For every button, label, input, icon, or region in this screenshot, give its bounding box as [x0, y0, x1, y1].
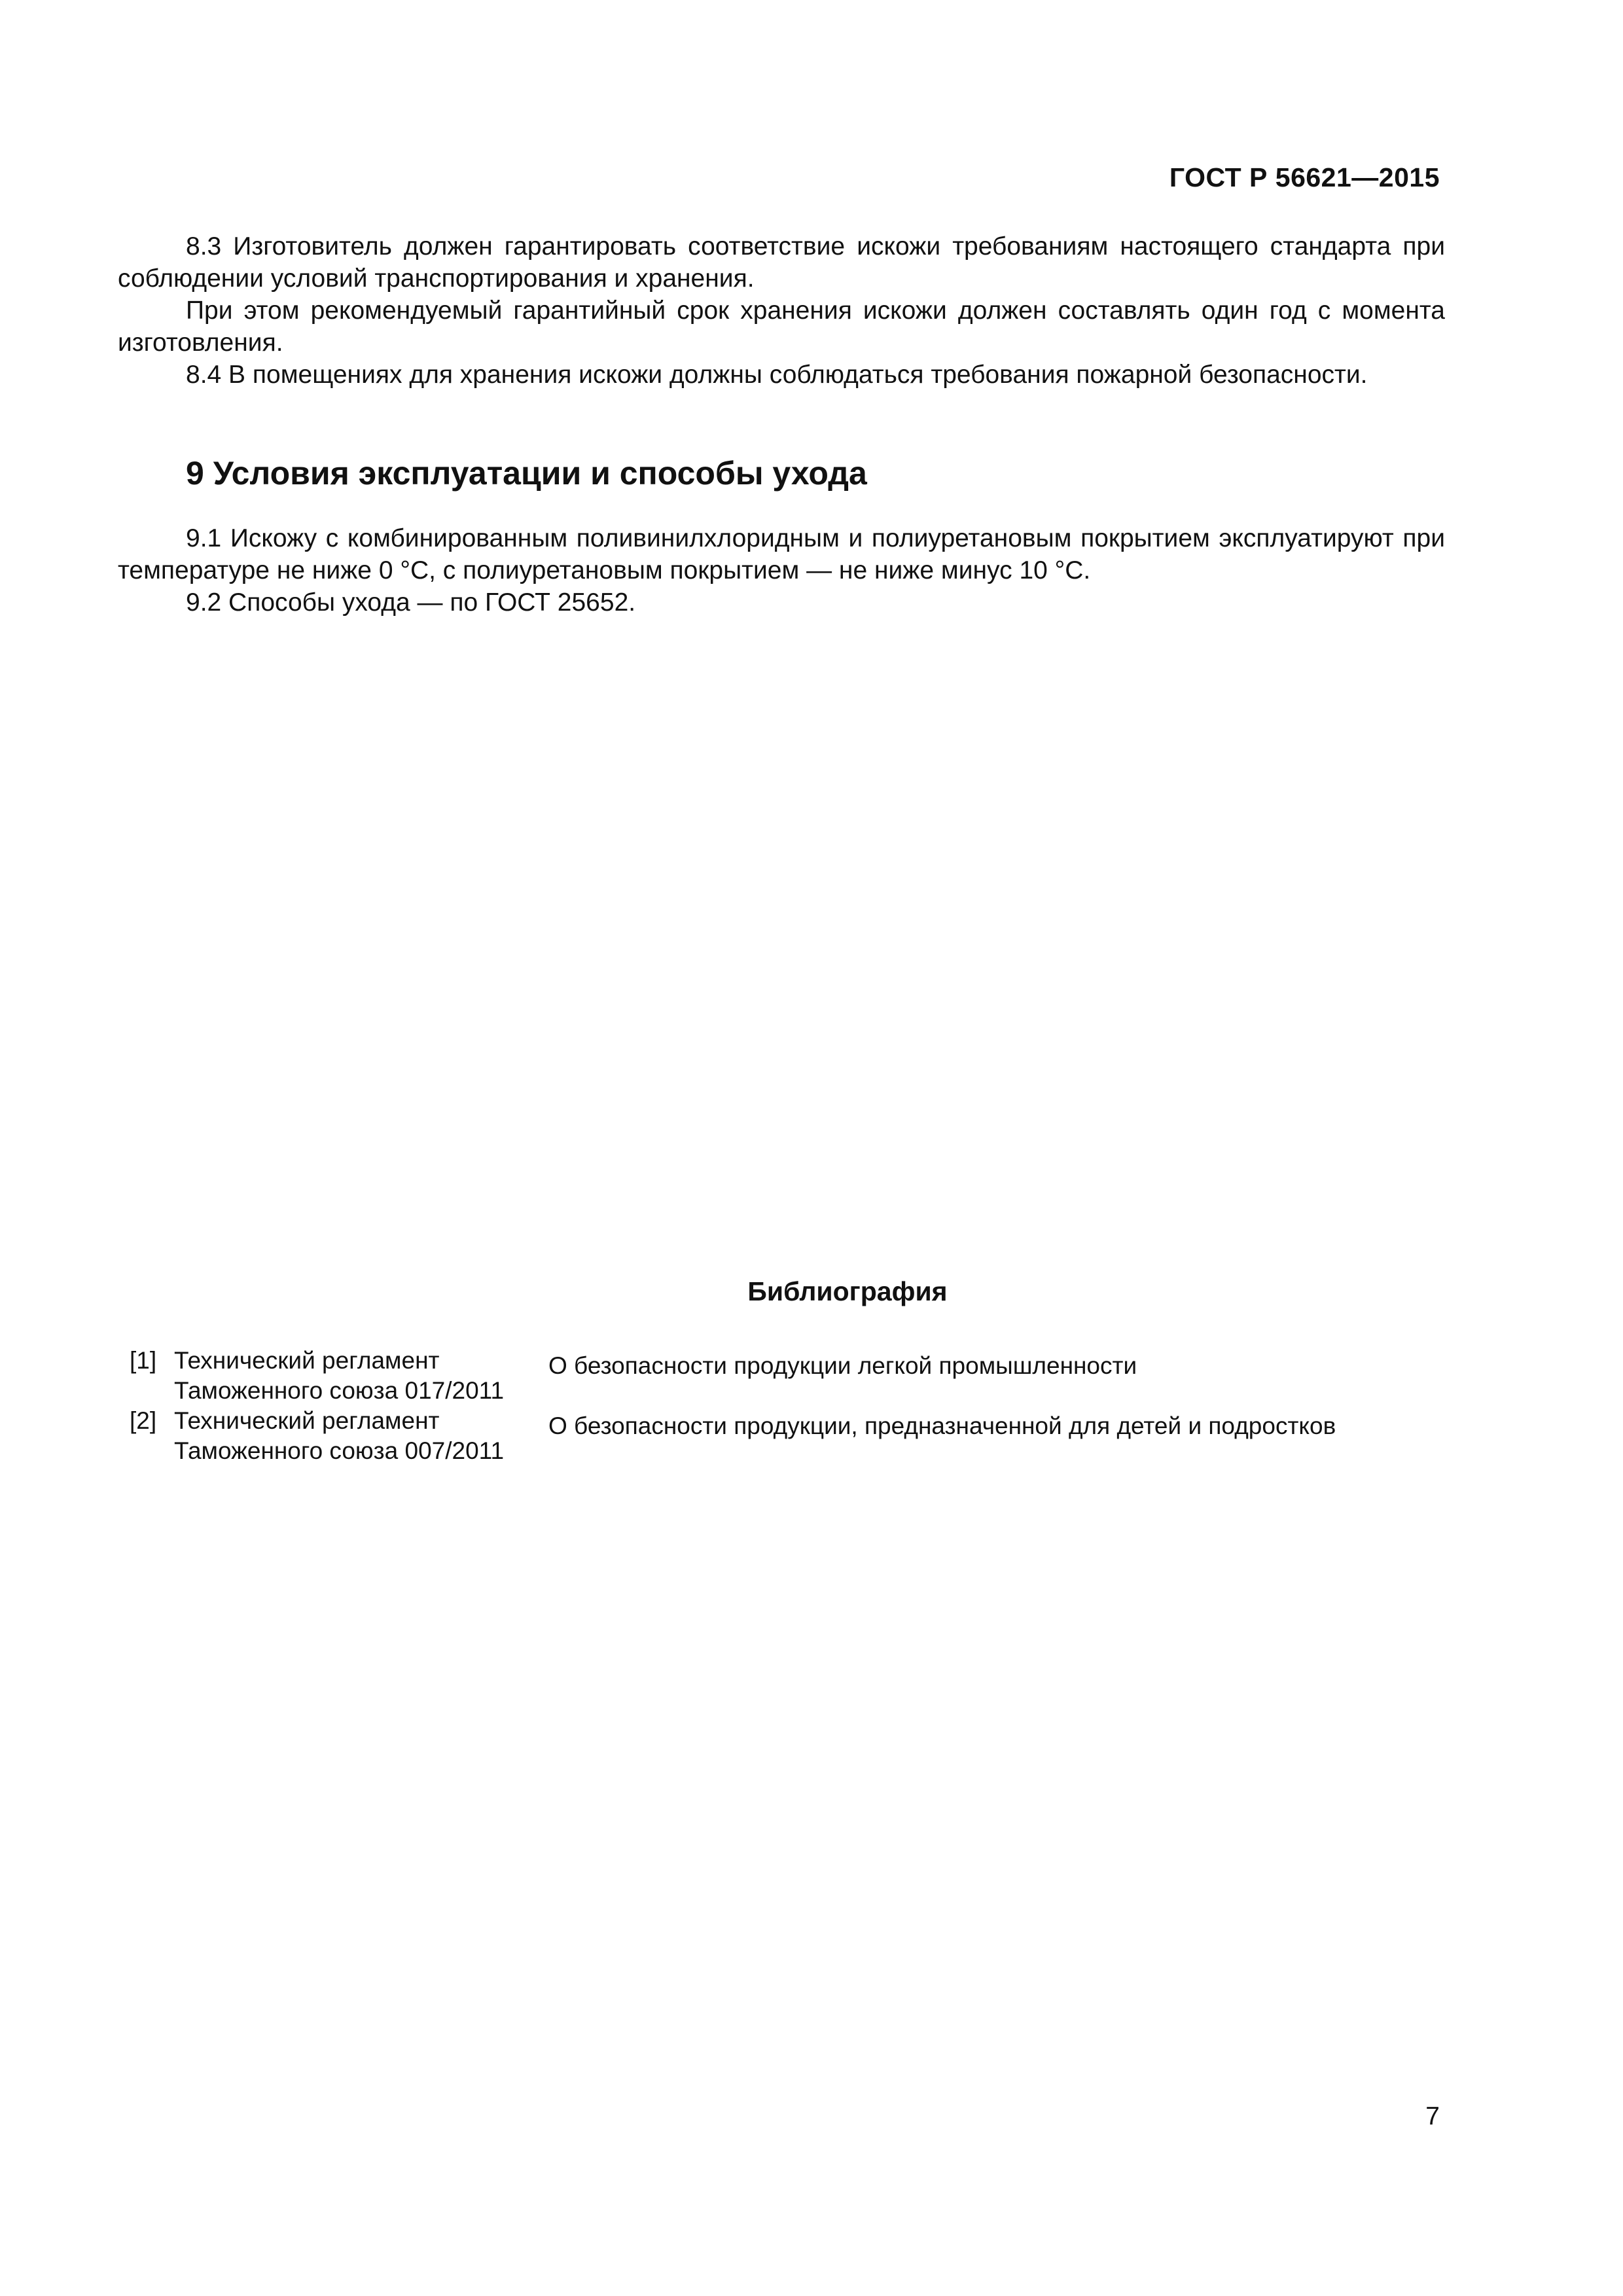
- bibliography-item: [130, 1406, 1412, 1466]
- bibliography-source-line: Таможенного союза 017/2011: [174, 1377, 505, 1404]
- paragraph-8-4: 8.4 В помещениях для хранения искожи должны соблюдаться требования пожарной безопасности.: [186, 361, 1368, 389]
- bibliography-source: [174, 1406, 548, 1466]
- document-code: ГОСТ Р 56621—2015: [1169, 162, 1440, 192]
- paragraph-9-2: 9.2 Способы ухода — по ГОСТ 25652.: [186, 588, 636, 617]
- bibliography-source: [174, 1346, 548, 1406]
- paragraph-9-1: 9.1 Искожу с комбинированным поливинилхлоридным и полиуретановым покрытием эксплуатируют при температуре не ниже 0 °С, с полиуретановым покрытием — не ниже минус 10 °С.: [118, 524, 1445, 584]
- paragraph-8-3-continuation: При этом рекомендуемый гарантийный срок хранения искожи должен составлять один год с момента изготовления.: [118, 296, 1445, 357]
- section-9-heading: 9 Условия эксплуатации и способы ухода: [186, 455, 867, 492]
- bibliography-number: [2]: [130, 1407, 157, 1434]
- bibliography-source-line: Таможенного союза 007/2011: [174, 1437, 505, 1464]
- bibliography-heading: Библиография: [747, 1276, 948, 1306]
- bibliography-number: [1]: [130, 1347, 157, 1374]
- section-8-text: [118, 230, 1445, 391]
- page-number: 7: [1425, 2102, 1440, 2130]
- bibliography-title: О безопасности продукции, предназначенной для детей и подростков: [548, 1412, 1336, 1439]
- paragraph-8-3: 8.3 Изготовитель должен гарантировать соответствие искожи требованиям настоящего стандарта при соблюдении условий транспортирования и хранения.: [118, 232, 1445, 293]
- bibliography-source-line: Технический регламент: [174, 1347, 440, 1374]
- bibliography-title: О безопасности продукции легкой промышленности: [548, 1352, 1137, 1379]
- section-9-text: [118, 522, 1445, 619]
- bibliography-source-line: Технический регламент: [174, 1407, 440, 1434]
- bibliography-item: [130, 1346, 1412, 1406]
- bibliography-list: [130, 1346, 1412, 1466]
